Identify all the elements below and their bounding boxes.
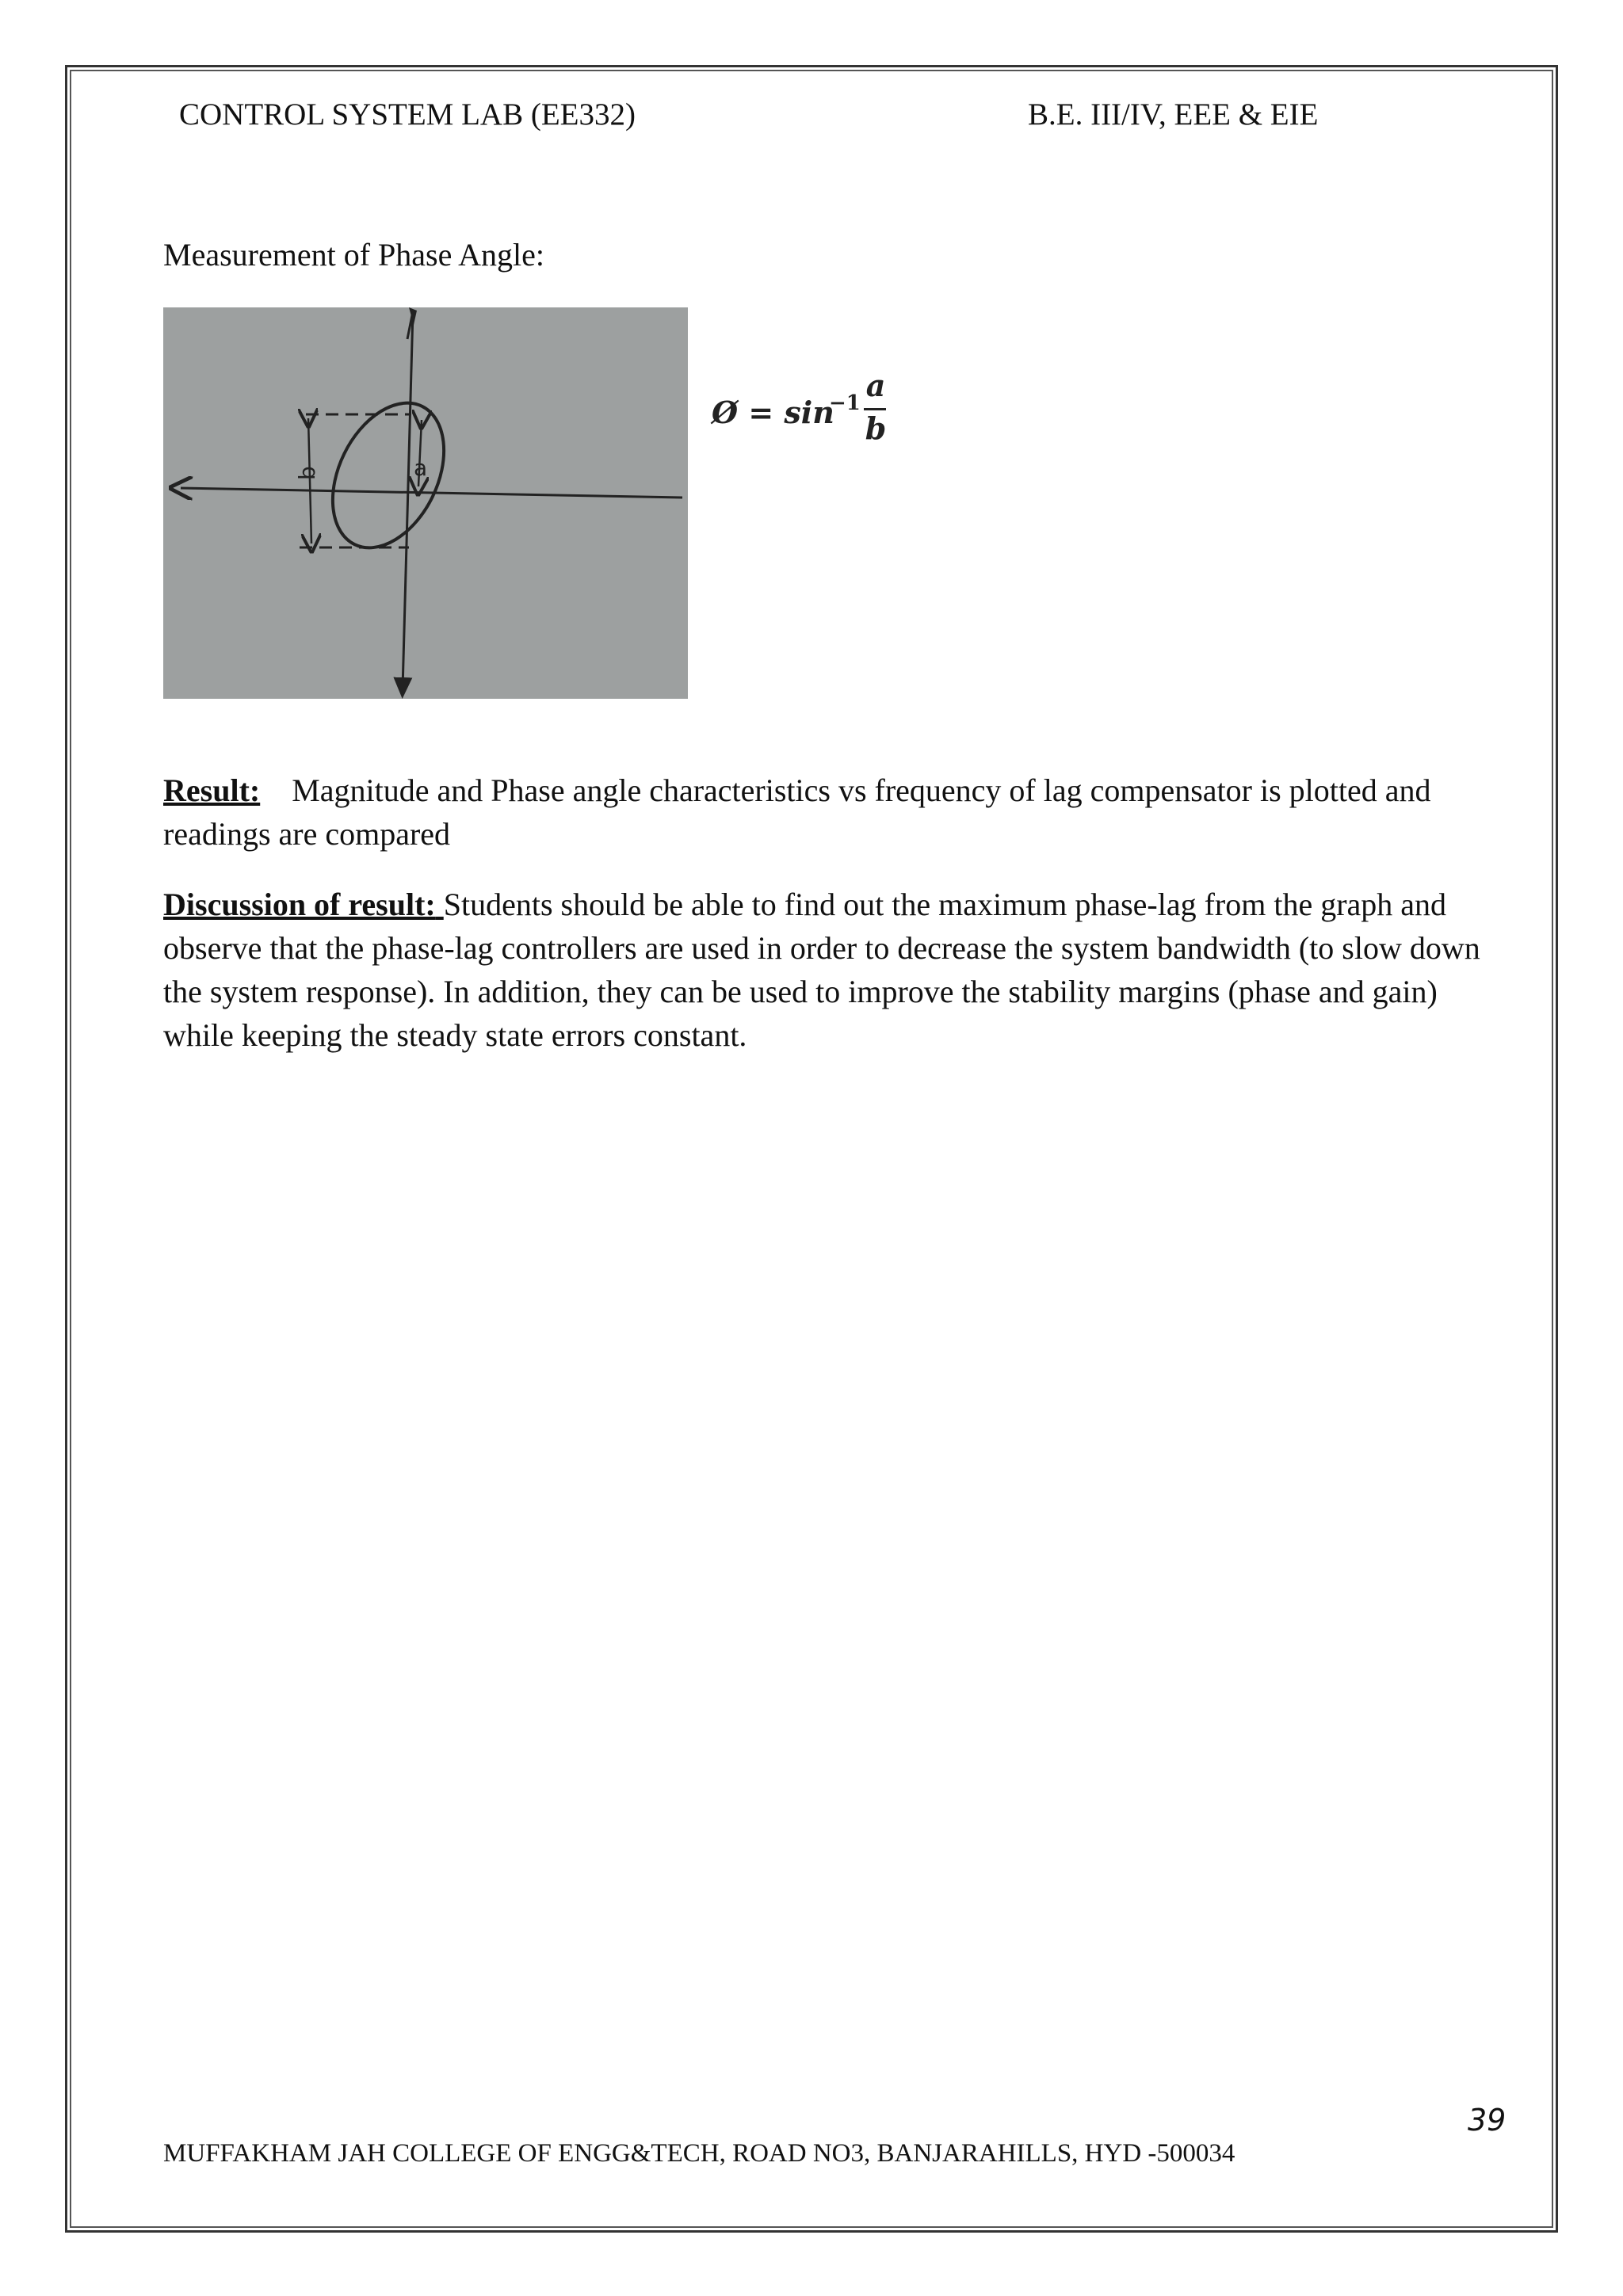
page-number: 39 xyxy=(1468,2103,1507,2138)
result-text: Magnitude and Phase angle characteristics vs frequency of lag compensator is plotted and readings are compared xyxy=(163,772,1431,852)
lissajous-diagram xyxy=(163,307,688,699)
section-title: Measurement of Phase Angle: xyxy=(163,237,544,273)
discussion-paragraph xyxy=(163,883,1495,1057)
label-b: b xyxy=(294,466,320,480)
b-dimension-line xyxy=(308,418,311,543)
discussion-text: Students should be able to find out the maximum phase-lag from the graph and observe that the phase-lag controllers are used in order to decrease the system bandwidth (to slow down the system response). In addition, they can be used to improve the stability margins (phase and gain) while keeping the steady state errors constant. xyxy=(163,887,1480,1053)
lissajous-figure-photo xyxy=(163,307,688,699)
header-class-info: B.E. III/IV, EEE & EIE xyxy=(1028,97,1319,132)
formula-superscript: −1 xyxy=(829,391,861,415)
result-label: Result: xyxy=(163,772,261,808)
result-paragraph xyxy=(163,769,1495,856)
formula-denominator: b xyxy=(865,410,887,446)
formula-lhs: Ø = sin xyxy=(712,395,834,430)
discussion-label: Discussion of result: xyxy=(163,887,436,922)
y-axis xyxy=(403,311,413,689)
formula-numerator: a xyxy=(865,368,886,403)
footer-address: MUFFAKHAM JAH COLLEGE OF ENGG&TECH, ROAD NO3, BANJARAHILLS, HYD -500034 xyxy=(163,2139,1235,2168)
lissajous-ellipse xyxy=(311,385,466,566)
header-course-title: CONTROL SYSTEM LAB (EE332) xyxy=(179,97,636,132)
label-a: a xyxy=(414,455,428,481)
